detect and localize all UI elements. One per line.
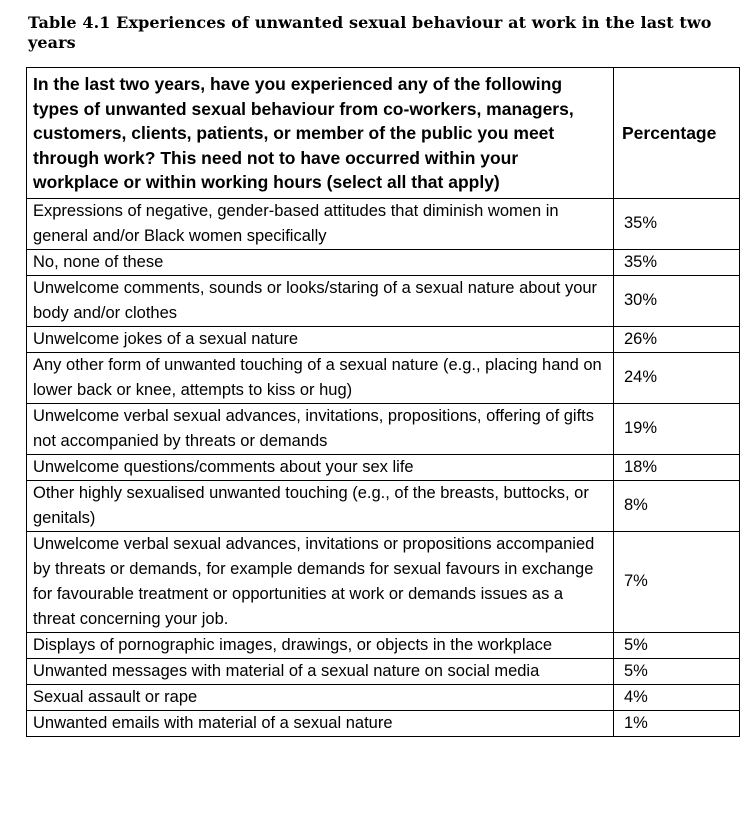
- table-header-row: [27, 68, 740, 199]
- row-label: Any other form of unwanted touching of a sexual nature (e.g., placing hand on lower back or knee, attempts to kiss or hug): [27, 352, 614, 403]
- table-row: [27, 275, 740, 326]
- row-label: Unwelcome comments, sounds or looks/staring of a sexual nature about your body and/or clothes: [27, 275, 614, 326]
- table-caption: Table 4.1 Experiences of unwanted sexual behaviour at work in the last two years: [28, 13, 712, 52]
- table-row: [27, 684, 740, 710]
- row-label: Unwelcome jokes of a sexual nature: [27, 326, 614, 352]
- row-label: Unwelcome verbal sexual advances, invitations or propositions accompanied by threats or demands, for example demands for sexual favours in exchange for favourable treatment or opportunities at work or demands issues as a threat concerning your job.: [27, 531, 614, 632]
- row-percentage: 5%: [614, 658, 740, 684]
- row-percentage: 35%: [614, 249, 740, 275]
- table-row: [27, 198, 740, 249]
- row-label: Other highly sexualised unwanted touching (e.g., of the breasts, buttocks, or genitals): [27, 480, 614, 531]
- row-percentage: 18%: [614, 454, 740, 480]
- row-label: No, none of these: [27, 249, 614, 275]
- table-row: [27, 710, 740, 736]
- percentage-header: Percentage: [614, 68, 740, 199]
- row-label: Unwelcome verbal sexual advances, invitations, propositions, offering of gifts not accompanied by threats or demands: [27, 403, 614, 454]
- table-row: [27, 249, 740, 275]
- row-label: Expressions of negative, gender-based attitudes that diminish women in general and/or Black women specifically: [27, 198, 614, 249]
- table-row: [27, 403, 740, 454]
- table-row: [27, 352, 740, 403]
- row-percentage: 4%: [614, 684, 740, 710]
- row-label: Unwelcome questions/comments about your sex life: [27, 454, 614, 480]
- table-row: [27, 531, 740, 632]
- row-percentage: 24%: [614, 352, 740, 403]
- table-row: [27, 454, 740, 480]
- row-percentage: 1%: [614, 710, 740, 736]
- row-percentage: 19%: [614, 403, 740, 454]
- table-row: [27, 658, 740, 684]
- row-label: Unwanted messages with material of a sexual nature on social media: [27, 658, 614, 684]
- table-row: [27, 326, 740, 352]
- table-row: [27, 480, 740, 531]
- table-row: [27, 632, 740, 658]
- row-label: Sexual assault or rape: [27, 684, 614, 710]
- row-percentage: 8%: [614, 480, 740, 531]
- row-percentage: 5%: [614, 632, 740, 658]
- row-percentage: 7%: [614, 531, 740, 632]
- row-percentage: 35%: [614, 198, 740, 249]
- row-label: Unwanted emails with material of a sexual nature: [27, 710, 614, 736]
- question-header: In the last two years, have you experienced any of the following types of unwanted sexual behaviour from co-workers, managers, customers, clients, patients, or member of the public you meet through work? This need not to have occurred within your workplace or within working hours (select all that apply): [27, 68, 614, 199]
- row-percentage: 30%: [614, 275, 740, 326]
- data-table: [26, 67, 740, 737]
- row-label: Displays of pornographic images, drawings, or objects in the workplace: [27, 632, 614, 658]
- row-percentage: 26%: [614, 326, 740, 352]
